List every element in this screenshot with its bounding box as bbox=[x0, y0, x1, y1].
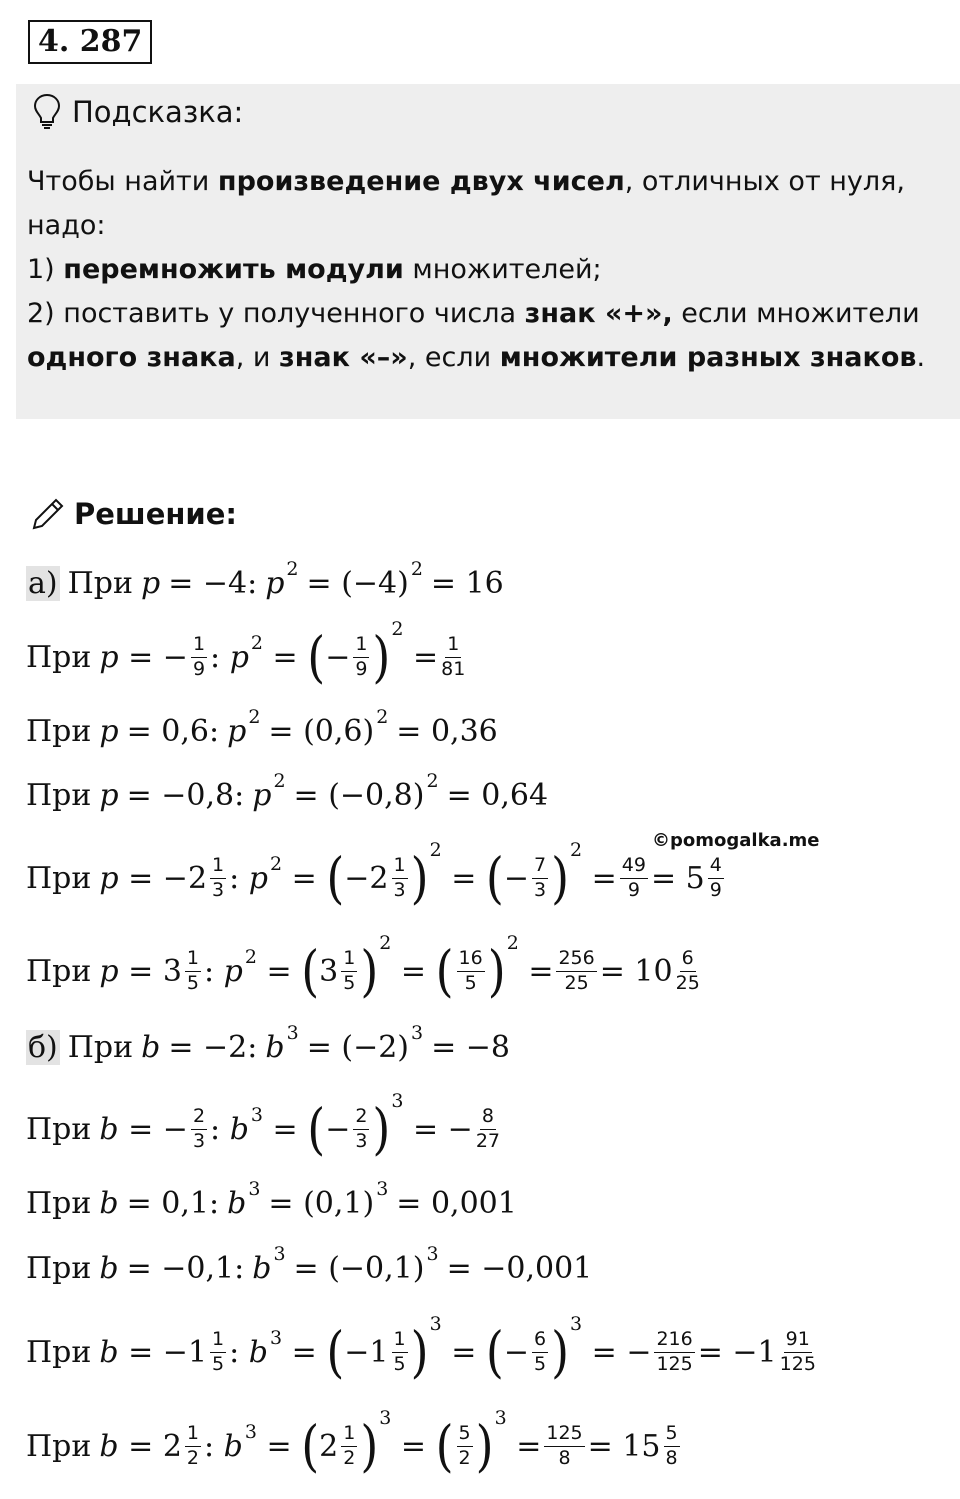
at-word: При bbox=[26, 713, 92, 749]
hint-text-part: 2) поставить у полученного числа bbox=[27, 298, 525, 329]
solution-line bbox=[26, 1022, 510, 1072]
exponent: 2 bbox=[270, 853, 283, 875]
variable: b bbox=[265, 1029, 285, 1065]
numerator: 49 bbox=[620, 856, 648, 879]
fraction bbox=[556, 946, 596, 994]
part-label: а) bbox=[28, 565, 58, 601]
fraction bbox=[341, 946, 357, 994]
variable: b bbox=[99, 1250, 119, 1286]
exponent: 2 bbox=[426, 770, 439, 792]
at-word: При bbox=[26, 639, 92, 675]
hint-text-part: если множители bbox=[672, 298, 920, 329]
exponent: 3 bbox=[250, 1104, 264, 1126]
at-word: При bbox=[26, 1428, 92, 1464]
expression: = (−0,1) bbox=[293, 1250, 425, 1286]
at-word: При bbox=[26, 860, 92, 896]
exponent: 3 bbox=[379, 1407, 392, 1429]
exponent: 3 bbox=[273, 1243, 286, 1265]
numerator: 7 bbox=[532, 856, 548, 879]
whole-part: 1 bbox=[757, 1334, 777, 1370]
exponent: 2 bbox=[391, 618, 404, 640]
denominator: 3 bbox=[533, 878, 547, 901]
hint-text-part: множителей; bbox=[403, 254, 602, 285]
denominator: 9 bbox=[355, 657, 368, 680]
value: = −2: bbox=[168, 1029, 258, 1065]
expression: = (−2) bbox=[306, 1029, 409, 1065]
exponent: 3 bbox=[248, 1178, 261, 1200]
whole-part: 5 bbox=[685, 860, 705, 896]
result: = 16 bbox=[430, 565, 504, 601]
variable: b bbox=[248, 1334, 269, 1370]
part-label: б) bbox=[28, 1029, 58, 1065]
numerator: 2 bbox=[353, 1107, 369, 1130]
variable: b bbox=[223, 1428, 243, 1464]
denominator: 5 bbox=[533, 1352, 547, 1375]
numerator: 1 bbox=[392, 1330, 408, 1353]
solution-line: При p = − 2 $\frac{1}{3}$ : p 2 = ( − 2 $\frac{1}{3}$ ) 2 = ( − $\frac{7}{3}$ ) 2 = $\frac{49}{9}$ = 5 $\frac{4}{9}$ bbox=[26, 839, 722, 911]
fraction bbox=[457, 1421, 473, 1469]
fraction bbox=[210, 853, 226, 901]
denominator: 25 bbox=[675, 971, 700, 994]
variable: b bbox=[141, 1029, 161, 1065]
exponent: 2 bbox=[286, 558, 299, 580]
variable: b bbox=[99, 1334, 119, 1370]
exponent: 3 bbox=[570, 1313, 583, 1335]
exponent: 3 bbox=[429, 1313, 442, 1335]
value: = 0,1: bbox=[126, 1185, 220, 1221]
solution-title-text: Решение: bbox=[74, 497, 238, 531]
variable: p bbox=[99, 777, 119, 813]
numerator: 1 bbox=[191, 635, 207, 658]
numerator: 125 bbox=[544, 1424, 584, 1447]
denominator: 25 bbox=[564, 971, 589, 994]
denominator: 5 bbox=[393, 1352, 406, 1375]
variable: p bbox=[248, 860, 269, 896]
variable: p bbox=[99, 713, 119, 749]
hint-text-part: , отличных от нуля, надо: bbox=[27, 166, 905, 241]
denominator: 125 bbox=[779, 1352, 816, 1375]
numerator: 1 bbox=[392, 856, 408, 879]
whole-part: 2 bbox=[369, 860, 389, 896]
whole-part: 15 bbox=[622, 1428, 661, 1464]
variable: p bbox=[99, 953, 119, 989]
exponent: 2 bbox=[429, 839, 442, 861]
exponent: 3 bbox=[411, 1022, 424, 1044]
denominator: 8 bbox=[665, 1446, 678, 1469]
solution-line: При b = − 1 $\frac{1}{5}$ : b 3 = ( − 1 $\frac{1}{5}$ ) 3 = ( − $\frac{6}{5}$ ) 3 = − $\frac{216}{125}$ = − 1 $\frac{91}{125}$ bbox=[26, 1313, 816, 1385]
variable: p bbox=[223, 953, 243, 989]
hint-bold: знак «+», bbox=[524, 298, 673, 329]
numerator: 1 bbox=[185, 949, 201, 972]
exponent: 3 bbox=[286, 1022, 299, 1044]
denominator: 8 bbox=[558, 1446, 571, 1469]
fraction bbox=[341, 1421, 357, 1469]
expression: = (−0,8) bbox=[293, 777, 425, 813]
hint-bold: произведение двух чисел bbox=[217, 166, 625, 197]
hint-text-part: Чтобы найти bbox=[27, 166, 218, 197]
numerator: 91 bbox=[784, 1330, 812, 1353]
denominator: 5 bbox=[212, 1352, 225, 1375]
variable: b bbox=[99, 1111, 119, 1147]
solution-line: При p = 3 $\frac{1}{5}$ : p 2 = ( 3 $\frac{1}{5}$ ) 2 = ( $\frac{16}{5}$ ) 2 = $\frac{256}{25}$ = 10 $\frac{6}{25}$ bbox=[26, 932, 700, 1004]
at-word: При bbox=[67, 565, 133, 601]
at-word: При bbox=[26, 1111, 92, 1147]
at-word: При bbox=[26, 1334, 92, 1370]
denominator: 5 bbox=[343, 971, 356, 994]
whole-part: 3 bbox=[162, 953, 182, 989]
numerator: 8 bbox=[480, 1107, 496, 1130]
value: = −0,8: bbox=[126, 777, 245, 813]
denominator: 2 bbox=[186, 1446, 199, 1469]
numerator: 1 bbox=[353, 635, 369, 658]
solution-title bbox=[30, 492, 237, 536]
denominator: 2 bbox=[343, 1446, 356, 1469]
variable: b bbox=[99, 1428, 119, 1464]
denominator: 9 bbox=[192, 657, 206, 680]
denominator: 81 bbox=[441, 657, 466, 680]
at-word: При bbox=[67, 1029, 134, 1065]
fraction bbox=[544, 1421, 584, 1469]
expression: = (0,1) bbox=[268, 1185, 375, 1221]
result: = −0,001 bbox=[446, 1250, 593, 1286]
exponent: 3 bbox=[244, 1421, 257, 1443]
denominator: 3 bbox=[355, 1129, 368, 1152]
numerator: 2 bbox=[191, 1107, 207, 1130]
hint-text-part: , если bbox=[407, 342, 500, 373]
fraction bbox=[353, 632, 369, 680]
exponent: 2 bbox=[244, 946, 257, 968]
exponent: 2 bbox=[250, 632, 264, 654]
denominator: 9 bbox=[709, 878, 722, 901]
exponent: 2 bbox=[376, 706, 389, 728]
numerator: 5 bbox=[457, 1424, 473, 1447]
fraction bbox=[353, 1104, 369, 1152]
numerator: 256 bbox=[556, 949, 596, 972]
at-word: При bbox=[26, 777, 92, 813]
fraction bbox=[532, 853, 548, 901]
variable: p bbox=[99, 639, 119, 675]
expression: = (0,6) bbox=[268, 713, 375, 749]
whole-part: 1 bbox=[187, 1334, 208, 1370]
exponent: 2 bbox=[410, 558, 423, 580]
solution-line bbox=[26, 770, 548, 820]
numerator: 1 bbox=[210, 1330, 226, 1353]
watermark: ©pomogalka.me bbox=[652, 830, 820, 851]
value: = 0,6: bbox=[126, 713, 220, 749]
variable: p bbox=[229, 639, 249, 675]
whole-part: 1 bbox=[369, 1334, 389, 1370]
solution-line bbox=[26, 706, 498, 756]
solution-line bbox=[26, 558, 504, 608]
hint-text-part: 1) bbox=[27, 254, 64, 285]
denominator: 3 bbox=[393, 878, 406, 901]
hint-bold: множители разных знаков bbox=[499, 342, 917, 373]
result: = 0,001 bbox=[396, 1185, 517, 1221]
denominator: 3 bbox=[192, 1129, 206, 1152]
numerator: 6 bbox=[680, 949, 696, 972]
exponent: 2 bbox=[379, 932, 392, 954]
numerator: 216 bbox=[654, 1330, 694, 1353]
result: = 0,36 bbox=[396, 713, 498, 749]
fraction bbox=[532, 1327, 548, 1375]
result: = −8 bbox=[431, 1029, 510, 1065]
numerator: 1 bbox=[210, 856, 226, 879]
hint-text-part: , и bbox=[235, 342, 280, 373]
hint-text-part: . bbox=[916, 342, 926, 373]
denominator: 3 bbox=[212, 878, 225, 901]
exponent: 2 bbox=[570, 839, 583, 861]
hint-text bbox=[27, 160, 952, 380]
whole-part: 3 bbox=[319, 953, 339, 989]
variable: p bbox=[252, 777, 272, 813]
fraction bbox=[620, 853, 648, 901]
fraction bbox=[779, 1327, 816, 1375]
pencil-icon bbox=[30, 496, 66, 532]
numerator: 6 bbox=[532, 1330, 548, 1353]
whole-part: 10 bbox=[634, 953, 673, 989]
numerator: 4 bbox=[708, 856, 724, 879]
fraction bbox=[191, 632, 207, 680]
at-word: При bbox=[26, 1185, 92, 1221]
fraction bbox=[441, 632, 466, 680]
denominator: 9 bbox=[627, 878, 640, 901]
problem-number: 4. 287 bbox=[28, 20, 152, 64]
solution-line bbox=[26, 1178, 517, 1228]
hint-title bbox=[32, 92, 243, 132]
at-word: При bbox=[26, 1250, 92, 1286]
variable: p bbox=[99, 860, 119, 896]
whole-part: 2 bbox=[187, 860, 208, 896]
solution-line: При b = 2 $\frac{1}{2}$ : b 3 = ( 2 $\frac{1}{2}$ ) 3 = ( $\frac{5}{2}$ ) 3 = $\frac{125}{8}$ = 15 $\frac{5}{8}$ bbox=[26, 1407, 678, 1479]
variable: p bbox=[265, 565, 285, 601]
fraction bbox=[392, 853, 408, 901]
variable: b bbox=[252, 1250, 272, 1286]
value: = −0,1: bbox=[126, 1250, 245, 1286]
fraction bbox=[675, 946, 700, 994]
lightbulb-icon bbox=[32, 93, 62, 131]
denominator: 125 bbox=[656, 1352, 693, 1375]
exponent: 2 bbox=[248, 706, 261, 728]
fraction bbox=[654, 1327, 694, 1375]
hint-bold: одного знака bbox=[27, 342, 236, 373]
exponent: 2 bbox=[273, 770, 286, 792]
exponent: 3 bbox=[426, 1243, 439, 1265]
exponent: 3 bbox=[270, 1327, 283, 1349]
exponent: 3 bbox=[494, 1407, 507, 1429]
numerator: 1 bbox=[341, 1424, 357, 1447]
hint-title-text: Подсказка: bbox=[72, 95, 244, 129]
denominator: 27 bbox=[475, 1129, 501, 1152]
fraction bbox=[191, 1104, 207, 1152]
whole-part: 2 bbox=[162, 1428, 182, 1464]
exponent: 3 bbox=[391, 1090, 404, 1112]
variable: b bbox=[229, 1111, 249, 1147]
hint-bold: перемножить модули bbox=[63, 254, 404, 285]
denominator: 5 bbox=[464, 971, 477, 994]
fraction bbox=[185, 1421, 201, 1469]
fraction bbox=[708, 853, 724, 901]
fraction bbox=[664, 1421, 680, 1469]
fraction bbox=[392, 1327, 408, 1375]
solution-line: При p = − $\frac{1}{9}$ : p 2 = ( − $\frac{1}{9}$ ) 2 = $\frac{1}{81}$ bbox=[26, 618, 466, 690]
solution-line: При b = − $\frac{2}{3}$ : b 3 = ( − $\frac{2}{3}$ ) 3 = − $\frac{8}{27}$ bbox=[26, 1090, 501, 1162]
numerator: 5 bbox=[664, 1424, 680, 1447]
result: = 0,64 bbox=[446, 777, 549, 813]
variable: p bbox=[227, 713, 247, 749]
variable: b bbox=[99, 1185, 119, 1221]
exponent: 3 bbox=[376, 1178, 389, 1200]
denominator: 5 bbox=[186, 971, 199, 994]
fraction bbox=[185, 946, 201, 994]
variable: b bbox=[227, 1185, 247, 1221]
fraction bbox=[457, 946, 485, 994]
value: = −4: bbox=[168, 565, 258, 601]
numerator: 1 bbox=[445, 635, 461, 658]
fraction bbox=[475, 1104, 501, 1152]
numerator: 1 bbox=[185, 1424, 201, 1447]
numerator: 16 bbox=[457, 949, 485, 972]
expression: = (−4) bbox=[306, 565, 409, 601]
fraction bbox=[210, 1327, 226, 1375]
denominator: 2 bbox=[458, 1446, 471, 1469]
solution-line bbox=[26, 1243, 592, 1293]
hint-bold: знак «–» bbox=[279, 342, 408, 373]
at-word: При bbox=[26, 953, 92, 989]
numerator: 1 bbox=[341, 949, 357, 972]
variable: p bbox=[140, 565, 161, 601]
whole-part: 2 bbox=[319, 1428, 339, 1464]
exponent: 2 bbox=[506, 932, 519, 954]
